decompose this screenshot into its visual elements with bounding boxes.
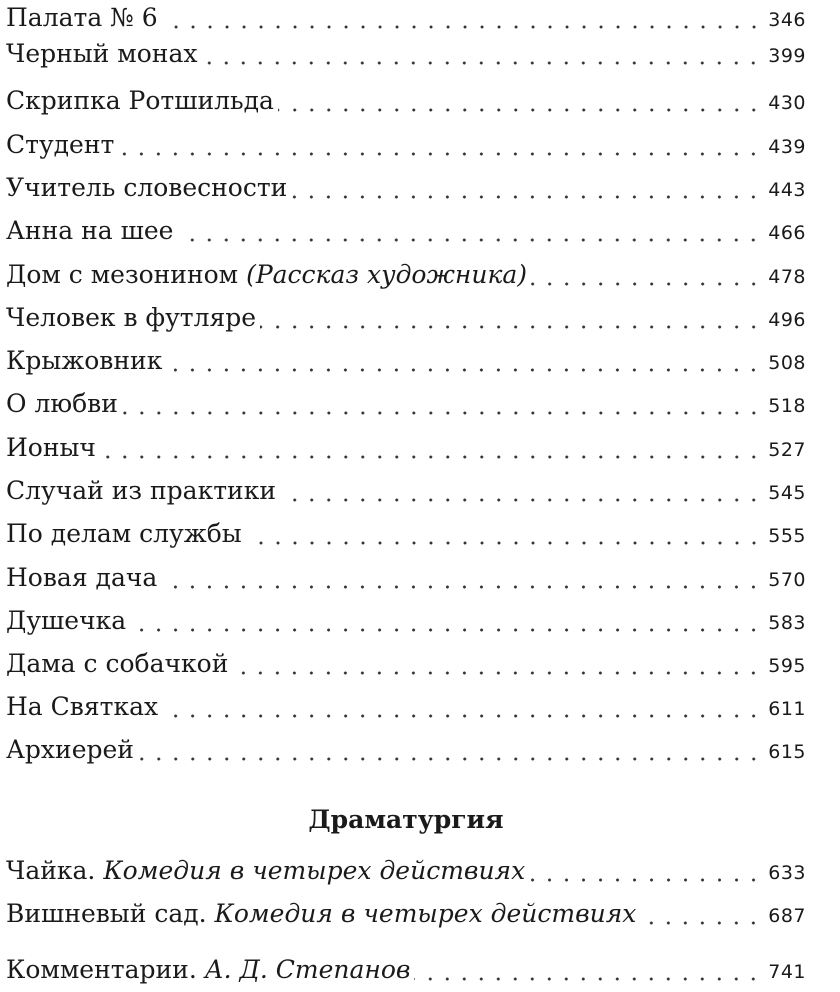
toc-entry (6, 213, 806, 249)
page-number: 633 (768, 862, 806, 884)
dot-leader (531, 257, 762, 293)
entry-title: Душечка (6, 606, 127, 635)
entry-title: Человек в футляре (6, 303, 257, 332)
toc-entry (6, 170, 806, 206)
entry-title: Крыжовник (6, 346, 163, 375)
entry-title: Ионыч (6, 433, 96, 462)
entry-title: Скрипка Ротшильда (6, 86, 274, 115)
entry-title: Студент (6, 130, 115, 159)
entry-title: О любви (6, 389, 118, 418)
page-number: 583 (768, 612, 806, 634)
dot-leader (260, 300, 762, 336)
dot-leader (161, 560, 762, 596)
entry-title: Новая дача (6, 563, 158, 592)
entry-title: На Святках (6, 692, 159, 721)
entry-title: Дом с мезонином (Рассказ художника) (6, 260, 528, 289)
page-number: 615 (768, 741, 806, 763)
toc-entry (6, 0, 806, 36)
entry-title: Комментарии. А. Д. Степанов (6, 955, 411, 984)
dot-leader (291, 170, 762, 206)
toc-entry (6, 853, 806, 889)
entry-title: Архиерей (6, 735, 134, 764)
entry-title: По делам службы (6, 519, 242, 548)
page-number: 346 (768, 9, 806, 31)
dot-leader (166, 343, 762, 379)
toc-entry-commentary (6, 952, 806, 988)
page-number: 466 (768, 222, 806, 244)
page-number: 741 (768, 961, 806, 983)
toc-entry (6, 473, 806, 509)
entry-title: Анна на шее (6, 216, 174, 245)
dot-leader (100, 430, 762, 466)
toc-entry (6, 386, 806, 422)
toc-entry (6, 689, 806, 725)
page-number: 508 (768, 352, 806, 374)
dot-leader (529, 853, 762, 889)
toc-entry (6, 300, 806, 336)
page-number: 545 (768, 482, 806, 504)
entry-title: Дама с собачкой (6, 649, 229, 678)
dot-leader (162, 0, 763, 36)
page-number: 570 (768, 569, 806, 591)
toc-entry (6, 560, 806, 596)
toc-entry (6, 896, 806, 932)
dot-leader (122, 386, 762, 422)
page-number: 518 (768, 395, 806, 417)
entry-title: Чайка. Комедия в четырех действиях (6, 856, 526, 885)
toc-entry (6, 430, 806, 466)
toc-entry (6, 127, 806, 163)
toc-entry (6, 36, 806, 72)
page-number: 430 (768, 92, 806, 114)
dot-leader (201, 36, 762, 72)
page-number: 439 (768, 136, 806, 158)
toc-entry (6, 516, 806, 552)
page-number: 478 (768, 266, 806, 288)
page-number: 527 (768, 439, 806, 461)
dot-leader (130, 603, 762, 639)
page-number: 443 (768, 179, 806, 201)
page-number: 555 (768, 525, 806, 547)
dot-leader (118, 127, 762, 163)
dot-leader (280, 473, 762, 509)
dot-leader (640, 896, 762, 932)
dot-leader (246, 516, 763, 552)
dot-leader (278, 83, 762, 119)
page-number: 399 (768, 45, 806, 67)
page-number: 687 (768, 905, 806, 927)
page-number: 496 (768, 309, 806, 331)
page-number: 611 (768, 698, 806, 720)
page-number: 595 (768, 655, 806, 677)
entry-title: Вишневый сад. Комедия в четырех действиях (6, 899, 637, 928)
entry-title: Случай из практики (6, 476, 276, 505)
section-heading: Драматургия (308, 805, 504, 834)
entry-title: Палата № 6 (6, 3, 158, 32)
entry-title: Учитель словесности (6, 173, 288, 202)
dot-leader (414, 952, 762, 988)
dot-leader (162, 689, 762, 725)
toc-entry (6, 732, 806, 768)
dot-leader (232, 646, 762, 682)
dot-leader (138, 732, 762, 768)
toc-entry (6, 646, 806, 682)
dot-leader (177, 213, 762, 249)
toc-entry (6, 603, 806, 639)
entry-title: Черный монах (6, 39, 198, 68)
toc-entry (6, 343, 806, 379)
toc-entry (6, 83, 806, 119)
toc-entry (6, 257, 806, 293)
